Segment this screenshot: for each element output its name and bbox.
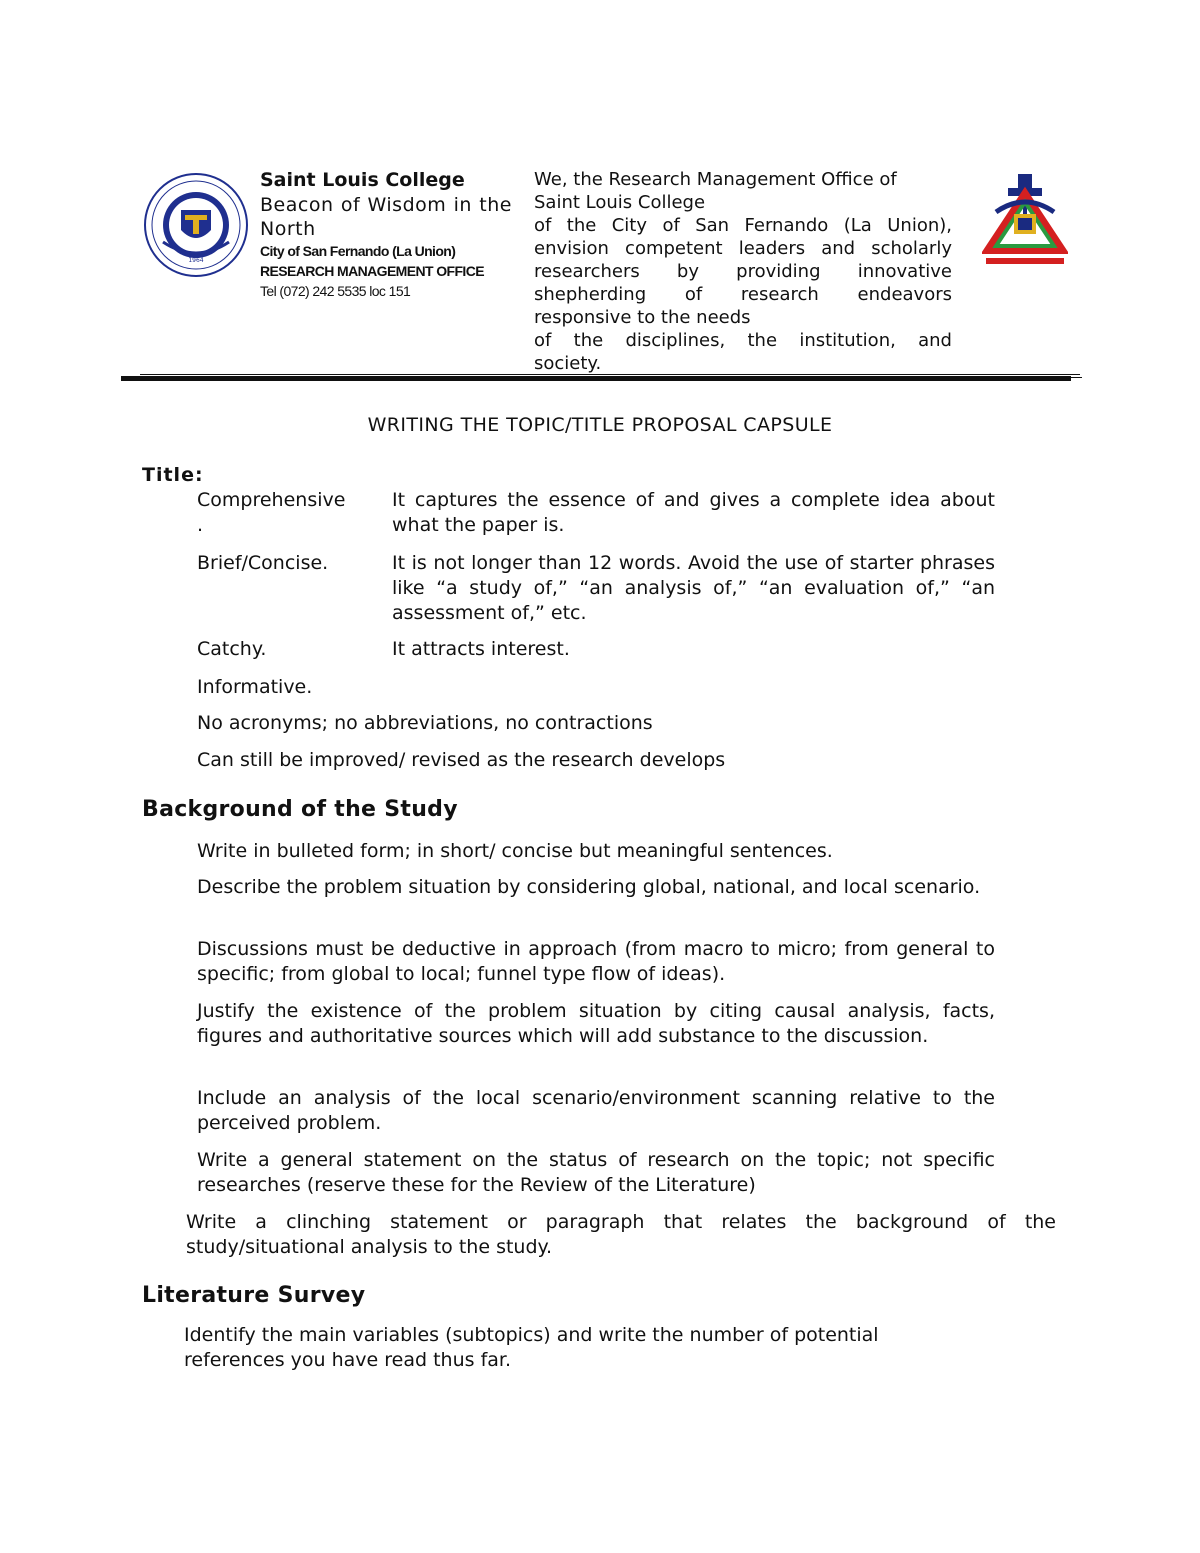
criterion-item: No acronyms; no abbreviations, no contractions [197,712,653,734]
background-point: Include an analysis of the local scenario/environment scanning relative to the perceived problem. [197,1087,995,1134]
office-telephone: Tel (072) 242 5535 loc 151 [260,283,411,299]
criterion-term: Brief/Concise. [197,552,329,574]
background-point: Describe the problem situation by considering global, national, and local scenario. [197,876,981,898]
header-divider-thin [140,374,1080,375]
criterion-item: Can still be improved/ revised as the research develops [197,749,726,771]
document-title: WRITING THE TOPIC/TITLE PROPOSAL CAPSULE [367,414,833,436]
criterion-definition: It attracts interest. [392,638,570,660]
background-closing: Write a clinching statement or paragraph that relates the background of the study/situational analysis to the study. [186,1211,1056,1258]
criterion-term: Comprehensive . [197,489,346,536]
background-point: Write in bulleted form; in short/ concise but meaningful sentences. [197,840,833,862]
college-info [260,168,512,301]
criterion-definition: It is not longer than 12 words. Avoid the use of starter phrases like “a study of,” “an analysis of,” “an evaluation of,” “an assessment of,” etc. [392,552,995,624]
literature-instruction: Identify the main variables (subtopics) and write the number of potential references you have read thus far. [184,1324,879,1371]
vision-line: of the City of San Fernando (La Union), [534,215,952,236]
research-management-office-logo [982,172,1068,272]
header-divider-thick [121,376,1071,381]
vision-line: society. [534,353,602,374]
criterion-definition: It captures the essence of and gives a complete idea about what the paper is. [392,489,995,536]
background-heading: Background of the Study [142,797,458,822]
criterion-term: Catchy. [197,638,267,660]
svg-text:1964: 1964 [188,257,204,264]
college-motto: Beacon of Wisdom in the North [260,194,512,240]
literature-heading: Literature Survey [142,1283,366,1308]
vision-line: researchers by providing innovative [534,261,952,282]
header-divider-tail [1068,377,1082,378]
criterion-item: Informative. [197,676,313,698]
vision-line: of the disciplines, the institution, and [534,330,952,351]
college-city: City of San Fernando (La Union) [260,243,456,259]
background-point: Discussions must be deductive in approach (from macro to micro; from general to specific; from global to local; funnel type flow of ideas). [197,938,995,985]
title-section-label: Title: [142,464,204,486]
vision-statement [534,168,952,375]
vision-line: Saint Louis College [534,192,706,213]
saint-louis-college-seal [143,172,249,278]
vision-line: We, the Research Management Office of [534,169,897,190]
college-name: Saint Louis College [260,169,465,191]
vision-line: responsive to the needs [534,307,751,328]
vision-line: envision competent leaders and scholarly [534,238,952,259]
vision-line: shepherding of research endeavors [534,284,952,305]
background-point: Justify the existence of the problem situation by citing causal analysis, facts, figures and authoritative sources which will add substance to the discussion. [197,1000,995,1047]
background-point: Write a general statement on the status of research on the topic; not specific researches (reserve these for the Review of the Literature) [197,1149,995,1196]
office-name: RESEARCH MANAGEMENT OFFICE [260,263,484,279]
